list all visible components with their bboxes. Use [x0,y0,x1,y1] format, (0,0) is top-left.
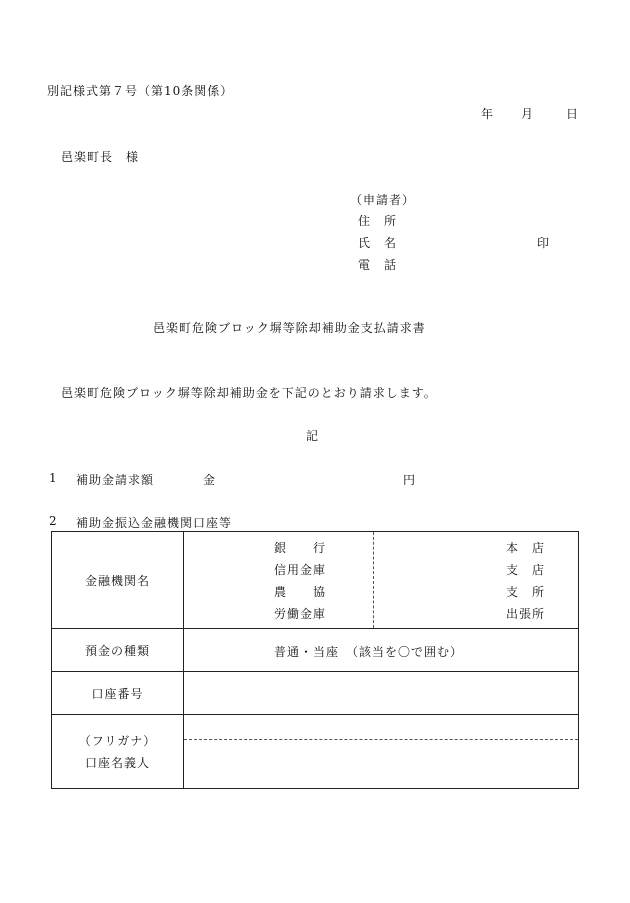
item1-number: 1 [49,471,58,485]
date-day: 日 [566,107,580,121]
bank-type-shinkin: 信用金庫 [274,563,327,577]
institution-cell[interactable] [184,532,579,629]
applicant-header: （申請者） [350,193,416,207]
date-year: 年 [481,107,495,121]
account-number-label: 口座番号 [52,672,184,715]
branch-type-shisho: 支 所 [506,585,546,599]
branch-type-shiten: 支 店 [506,563,546,577]
deposit-cell[interactable] [184,629,579,672]
item2-number: 2 [49,514,58,528]
bank-type-bank: 銀 行 [274,541,327,555]
seal-mark: 印 [537,236,551,250]
ki-heading: 記 [306,429,320,443]
holder-label-cell [52,715,184,789]
institution-divider [373,532,374,628]
addressee: 邑楽町長 様 [61,150,140,164]
account-number-cell[interactable] [184,672,579,715]
form-number: 別記様式第７号（第10条関係） [47,84,234,98]
branch-type-shuchosho: 出張所 [506,607,546,621]
deposit-label: 預金の種類 [52,629,184,672]
request-text: 邑楽町危険ブロック塀等除却補助金を下記のとおり請求します。 [61,386,437,400]
date-month: 月 [521,107,535,121]
institution-label: 金融機関名 [52,532,184,629]
applicant-name-label: 氏 名 [358,236,398,250]
branch-type-honten: 本 店 [506,541,546,555]
bank-account-table [51,531,579,789]
holder-cell[interactable] [184,715,579,789]
item1-yen: 円 [403,473,417,487]
holder-label: 口座名義人 [84,755,150,770]
deposit-value: 普通・当座 （該当を〇で囲む） [274,645,464,659]
document-title: 邑楽町危険ブロック塀等除却補助金支払請求書 [153,321,426,335]
item1-label: 補助金請求額 [76,473,155,487]
bank-type-nokyo: 農 協 [274,585,327,599]
bank-type-rokin: 労働金庫 [274,607,327,621]
item2-label: 補助金振込金融機関口座等 [76,516,233,530]
applicant-address-label: 住 所 [358,214,398,228]
furigana-label: （フリガナ） [78,733,157,748]
furigana-divider [184,739,578,740]
applicant-phone-label: 電 話 [358,258,398,272]
item1-kin: 金 [203,473,217,487]
